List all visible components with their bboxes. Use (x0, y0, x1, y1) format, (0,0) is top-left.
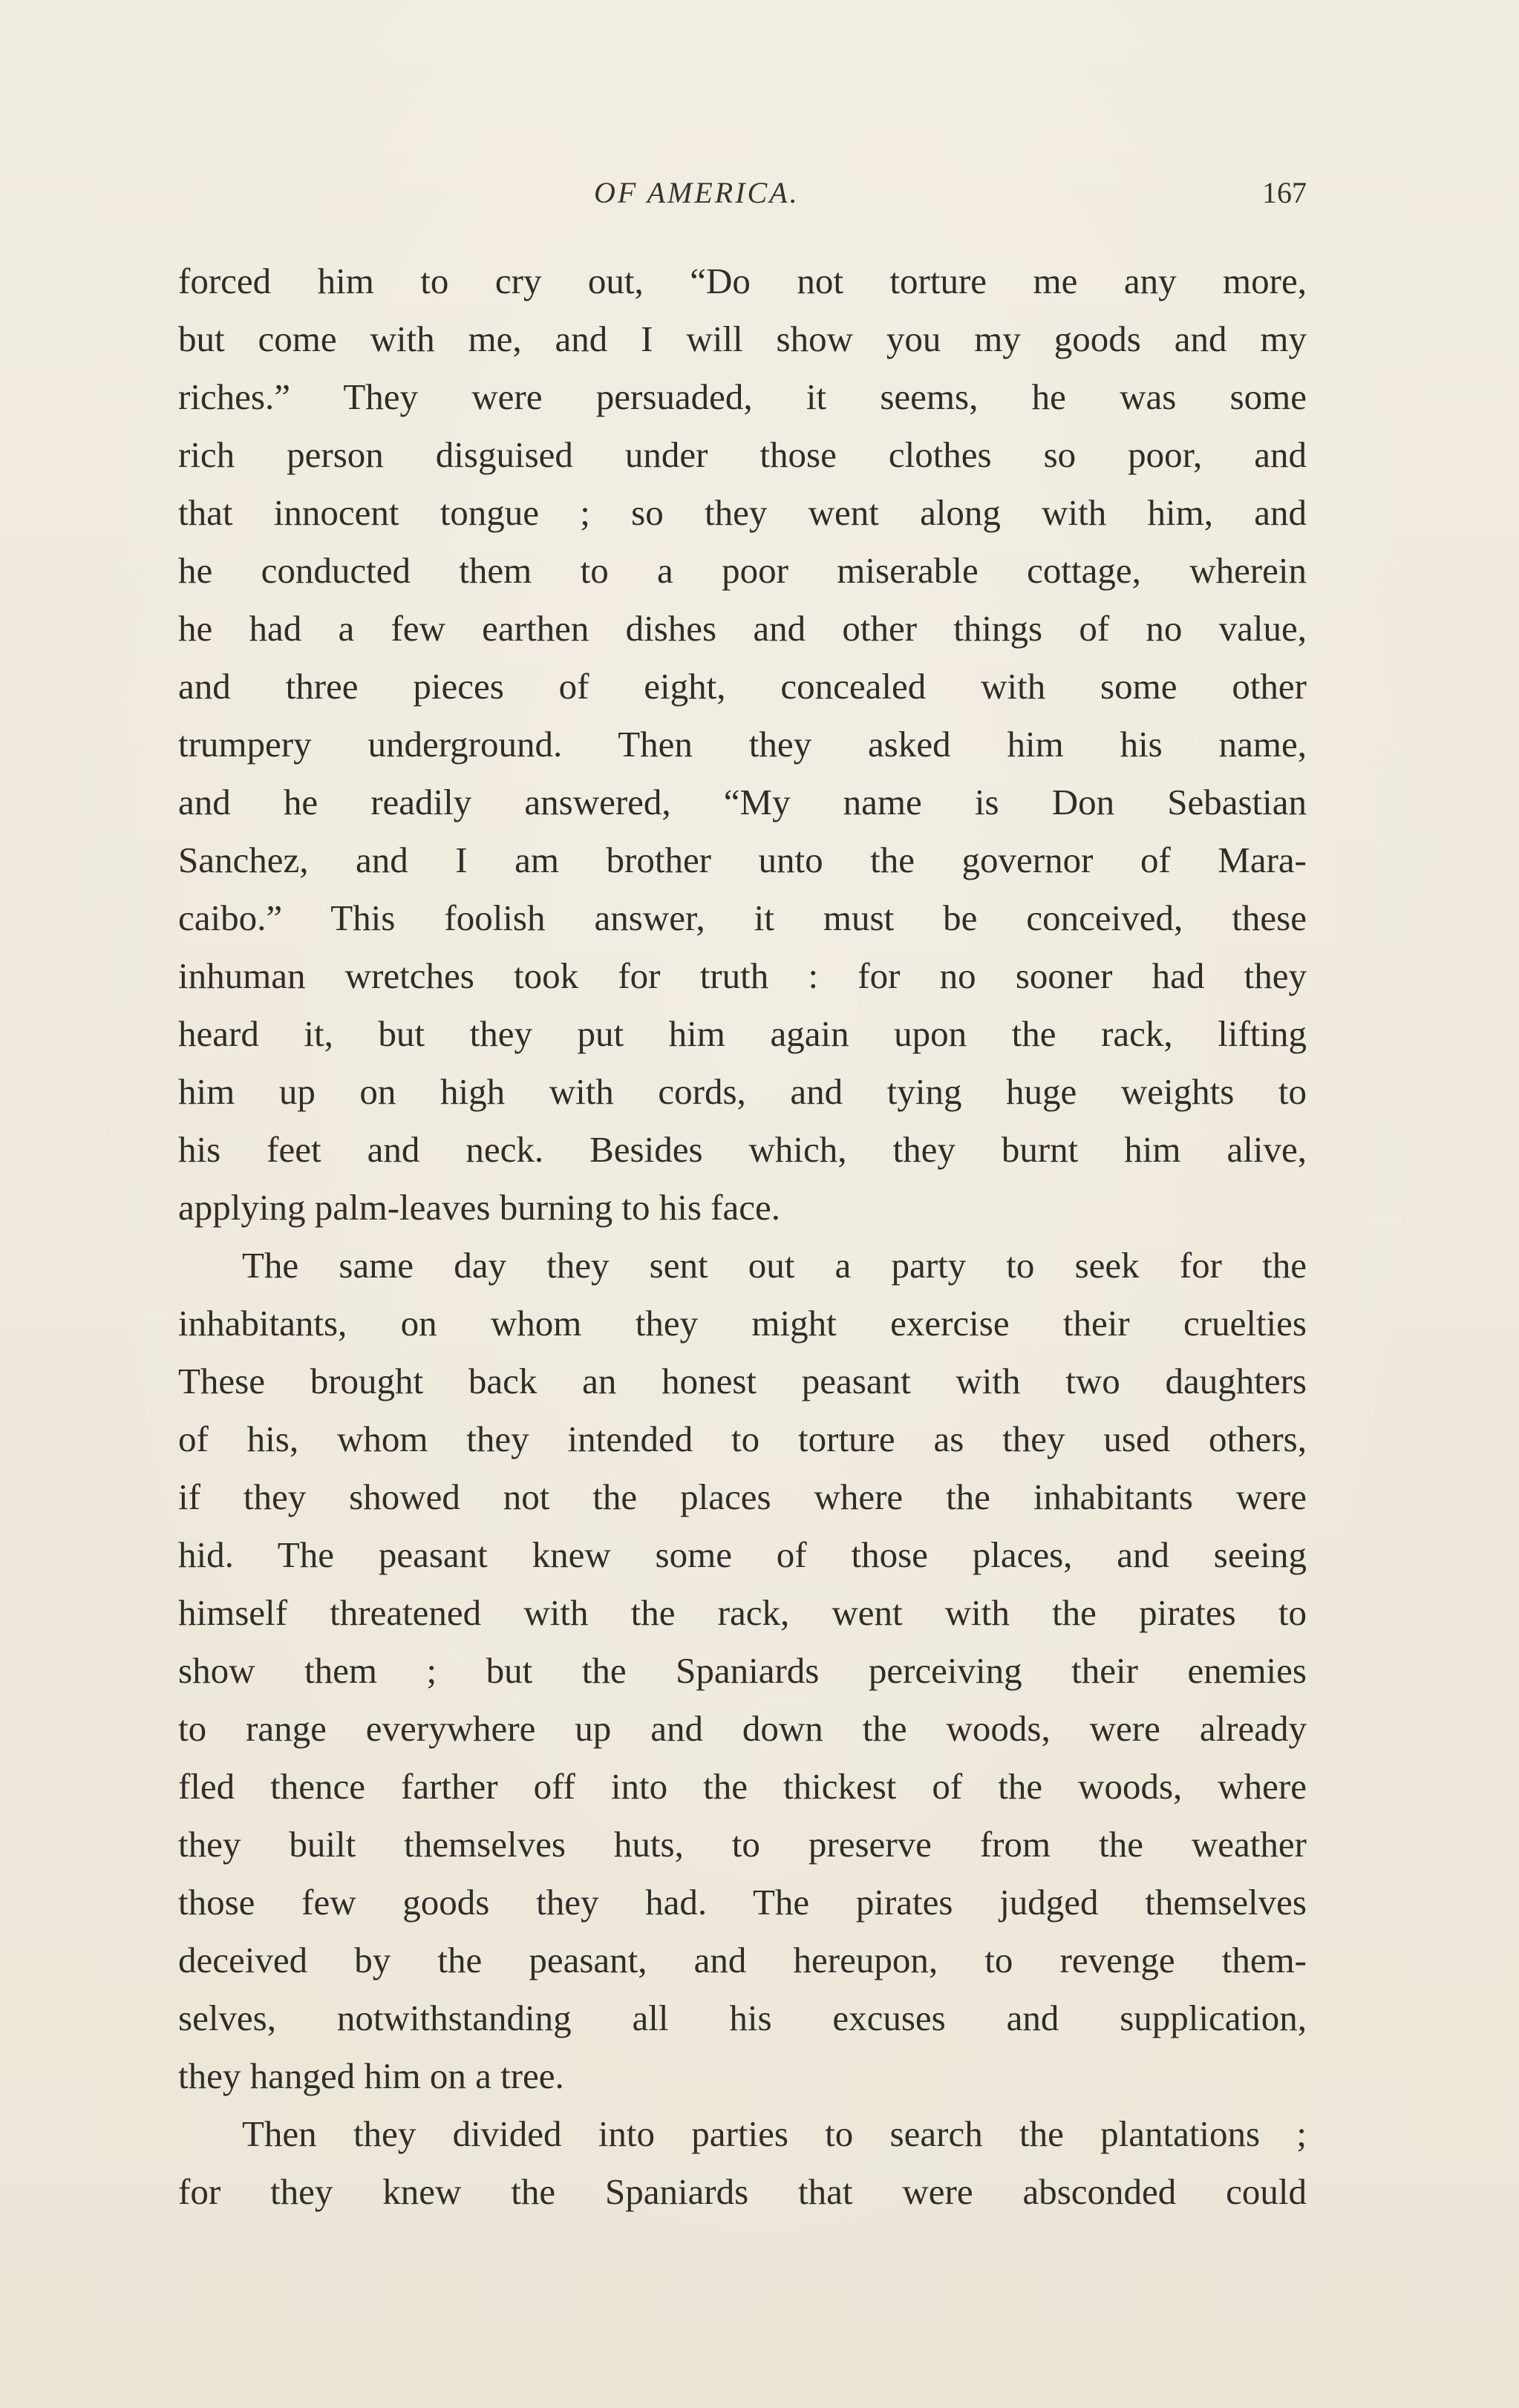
text-line: that innocent tongue ; so they went along with him, and (178, 492, 1307, 533)
running-header (178, 175, 1307, 220)
text-line: show them ; but the Spaniards perceiving their enemies (178, 1650, 1307, 1691)
text-line: if they showed not the places where the inhabitants were (178, 1476, 1307, 1517)
text-line: heard it, but they put him again upon the rack, lifting (178, 1013, 1307, 1054)
text-line: hid. The peasant knew some of those places, and seeing (178, 1534, 1307, 1575)
text-line: but come with me, and I will show you my goods and my (178, 318, 1307, 359)
text-line: rich person disguised under those clothes so poor, and (178, 434, 1307, 475)
text-line: forced him to cry out, “Do not torture me any more, (178, 261, 1307, 301)
paragraph (178, 2105, 1307, 2221)
text-line: caibo.” This foolish answer, it must be conceived, these (178, 897, 1307, 938)
text-line: him up on high with cords, and tying huge weights to (178, 1071, 1307, 1112)
running-title: OF AMERICA. (594, 176, 800, 209)
text-line: to range everywhere up and down the woods, were already (178, 1708, 1307, 1749)
text-line: they built themselves huts, to preserve from the weather (178, 1824, 1307, 1865)
text-line: he had a few earthen dishes and other things of no value, (178, 608, 1307, 649)
text-line: Sanchez, and I am brother unto the governor of Mara- (178, 840, 1307, 880)
paragraph (178, 252, 1307, 1237)
text-line: they hanged him on a tree. (178, 2055, 564, 2096)
text-line: These brought back an honest peasant with two daughters (178, 1361, 1307, 1401)
text-line: of his, whom they intended to torture as they used others, (178, 1419, 1307, 1459)
text-line: applying palm-leaves burning to his face. (178, 1187, 780, 1228)
text-line: riches.” They were persuaded, it seems, he was some (178, 376, 1307, 417)
text-line: for they knew the Spaniards that were absconded could (178, 2171, 1307, 2212)
text-line: The same day they sent out a party to seek for the (242, 1245, 1307, 1286)
paragraph (178, 1237, 1307, 2105)
text-line: fled thence farther off into the thickest of the woods, where (178, 1766, 1307, 1807)
text-line: deceived by the peasant, and hereupon, to revenge them- (178, 1940, 1307, 1980)
text-line: and he readily answered, “My name is Don Sebastian (178, 782, 1307, 822)
text-line: trumpery underground. Then they asked him his name, (178, 724, 1307, 765)
text-line: inhabitants, on whom they might exercise their cruelties (178, 1303, 1307, 1344)
text-line: and three pieces of eight, concealed with some other (178, 666, 1307, 707)
text-line: Then they divided into parties to search the plantations ; (242, 2113, 1307, 2154)
text-line: himself threatened with the rack, went with the pirates to (178, 1592, 1307, 1633)
text-line: those few goods they had. The pirates judged themselves (178, 1882, 1307, 1923)
text-line: inhuman wretches took for truth : for no sooner had they (178, 955, 1307, 996)
body-text (178, 252, 1307, 2221)
text-line: his feet and neck. Besides which, they burnt him alive, (178, 1129, 1307, 1170)
page-number: 167 (1262, 176, 1307, 209)
text-line: selves, notwithstanding all his excuses and supplication, (178, 1998, 1307, 2038)
text-line: he conducted them to a poor miserable cottage, wherein (178, 550, 1307, 591)
